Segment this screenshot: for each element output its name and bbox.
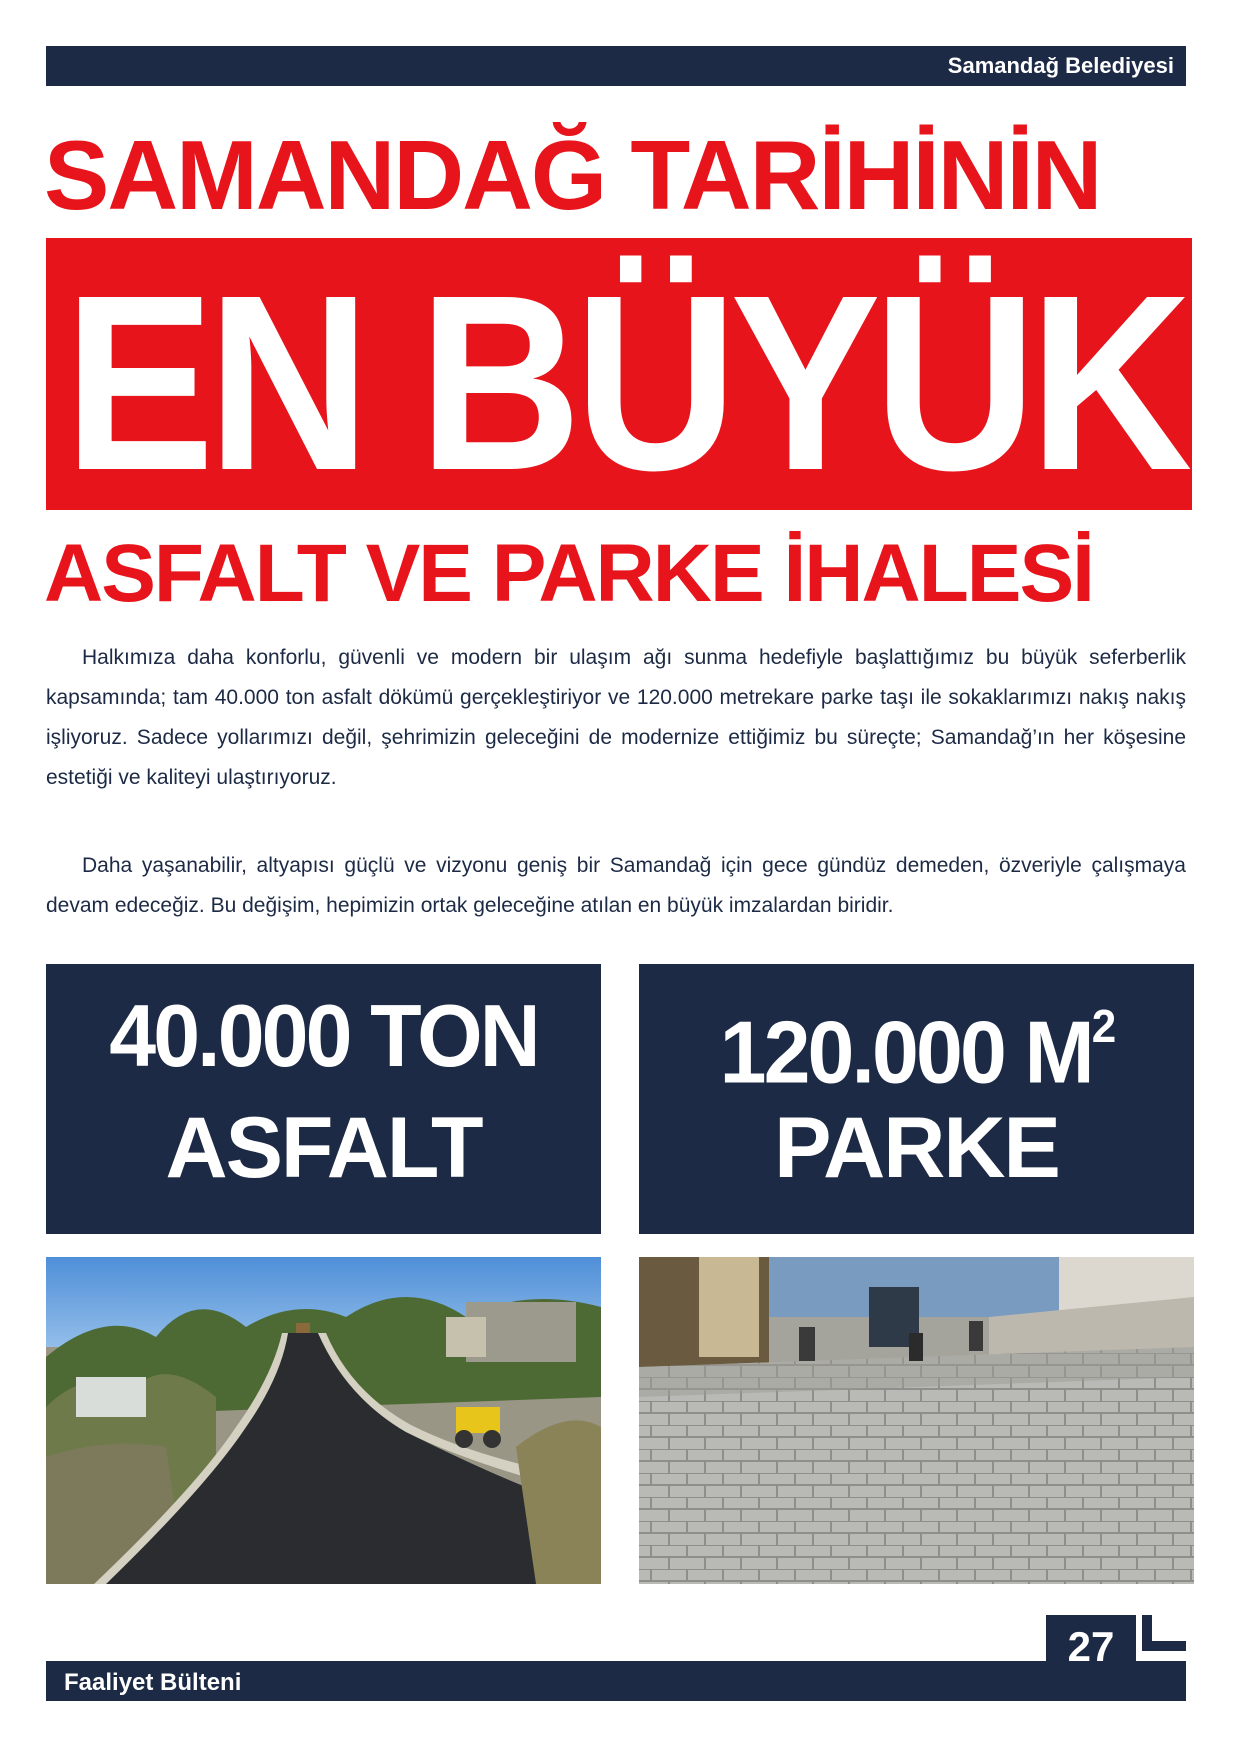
page-corner-cutout bbox=[1152, 1615, 1186, 1641]
asphalt-stat-value: 40.000 TON bbox=[109, 986, 538, 1085]
headline-line3: ASFALT VE PARKE İHALESİ bbox=[44, 528, 1093, 619]
body-paragraph-1 bbox=[46, 638, 1186, 798]
asphalt-road-photo bbox=[46, 1257, 601, 1584]
paving-stat-box bbox=[639, 964, 1194, 1234]
paving-stat-superscript: 2 bbox=[1091, 1000, 1114, 1052]
organization-name: Samandağ Belediyesi bbox=[947, 53, 1174, 78]
paving-stat-label: PARKE bbox=[774, 1100, 1059, 1196]
headline-line2: EN BÜYÜK bbox=[64, 243, 1186, 510]
paving-stones-photo bbox=[639, 1257, 1194, 1584]
paving-stat-value-wrap bbox=[651, 986, 1182, 1102]
body-paragraph-1-text: Halkımıza daha konforlu, güvenli ve modern bir ulaşım ağı sunma hedefiyle başlattığımız bu büyük seferberlik kapsamında; tam 40.000 ton asfalt dökümü gerçekleştiriyor ve 120.000 metrekare parke taşı ile sokaklarımızı nakış nakış işliyoruz. Sadece yollarımızı değil, şehrimizin geleceğini de modernize ettiğimiz bu süreçte; Samandağ’ın her köşesine estetiği ve kaliteyi ulaştırıyoruz. bbox=[46, 646, 1186, 789]
paving-stat-value: 120.000 M bbox=[719, 1002, 1092, 1102]
body-paragraph-2-text: Daha yaşanabilir, altyapısı güçlü ve vizyonu geniş bir Samandağ için gece gündüz demeden, özveriyle çalışmaya devam edeceğiz. Bu değişim, hepimizin ortak geleceğine atılan en büyük imzalardan biridir. bbox=[46, 854, 1186, 917]
headline-line1: SAMANDAĞ TARİHİNİN bbox=[44, 120, 1101, 230]
page-number: 27 bbox=[1046, 1615, 1136, 1701]
bulletin-name: Faaliyet Bülteni bbox=[64, 1669, 242, 1696]
asphalt-stat-label: ASFALT bbox=[165, 1100, 482, 1196]
headline-highlight-box bbox=[46, 238, 1192, 510]
asphalt-stat-box bbox=[46, 964, 601, 1234]
top-bar bbox=[46, 46, 1186, 86]
body-paragraph-2 bbox=[46, 846, 1186, 926]
bottom-bar bbox=[46, 1661, 1186, 1701]
